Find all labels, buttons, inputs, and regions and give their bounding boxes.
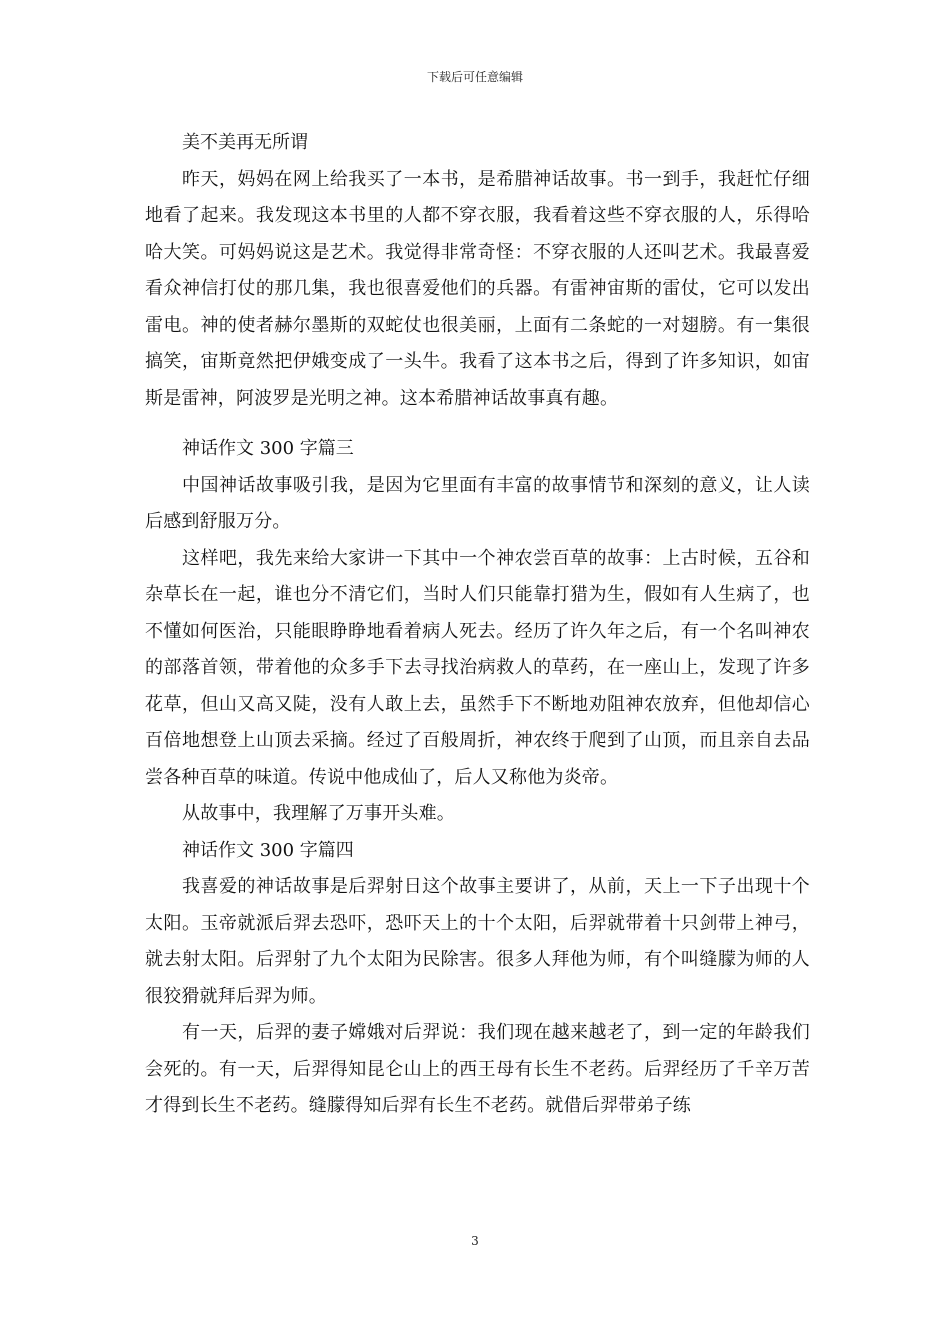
page-header: 下载后可任意编辑 [426, 70, 523, 84]
section-heading: 神话作文 300 字篇四 [182, 839, 354, 861]
paragraph: 这样吧，我先来给大家讲一下其中一个神农尝百草的故事：上古时候，五谷和杂草长在一起，谁也分不清它们，当时人们只能靠打猎为生，假如有人生病了，也不懂如何医治，只能眼睁睁地看着病人死去。经历了许久年之后，有一个名叫神农的部落首领，带着他的众多手下去寻找治病救人的草药，在一座山上，发现了许多花草，但山又高又陡，没有人敢上去，虽然手下不断地劝阻神农放弃，但他却信心百倍地想登上山顶去采摘。经过了百般周折，神农终于爬到了山顶，而且亲自去品尝各种百草的味道。传说中他成仙了，后人又称他为炎帝。 [145, 547, 810, 788]
paragraph-spacer [145, 417, 810, 431]
document-body [145, 125, 810, 1125]
paragraph: 有一天，后羿的妻子嫦娥对后羿说：我们现在越来越老了，到一定的年龄我们会死的。有一天，后羿得知昆仑山上的西王母有长生不老药。后羿经历了千辛万苦才得到长生不老药。缝朦得知后羿有长生不老药。就借后羿带弟子练 [145, 1022, 810, 1116]
paragraph: 我喜爱的神话故事是后羿射日这个故事主要讲了，从前，天上一下子出现十个太阳。玉帝就派后羿去恐吓，恐吓天上的十个太阳，后羿就带着十只剑带上神弓，就去射太阳。后羿射了九个太阳为民除害。很多人拜他为师，有个叫缝朦为师的人很狡猾就拜后羿为师。 [145, 876, 810, 1007]
page-number: 3 [471, 1234, 479, 1248]
paragraph: 中国神话故事吸引我，是因为它里面有丰富的故事情节和深刻的意义，让人读后感到舒服万分。 [145, 474, 810, 532]
section-heading: 神话作文 300 字篇三 [182, 438, 354, 459]
paragraph: 从故事中，我理解了万事开头难。 [182, 803, 455, 824]
section-heading: 美不美再无所谓 [182, 132, 308, 153]
paragraph: 昨天，妈妈在网上给我买了一本书，是希腊神话故事。书一到手，我赶忙仔细地看了起来。我发现这本书里的人都不穿衣服，我看着这些不穿衣服的人，乐得哈哈大笑。可妈妈说这是艺术。我觉得非常奇怪：不穿衣服的人还叫艺术。我最喜爱看众神信打仗的那几集，我也很喜爱他们的兵器。有雷神宙斯的雷仗，它可以发出雷电。神的使者赫尔墨斯的双蛇仗也很美丽，上面有二条蛇的一对翅膀。有一集很搞笑，宙斯竟然把伊娥变成了一头牛。我看了这本书之后，得到了许多知识，如宙斯是雷神，阿波罗是光明之神。这本希腊神话故事真有趣。 [145, 168, 810, 409]
